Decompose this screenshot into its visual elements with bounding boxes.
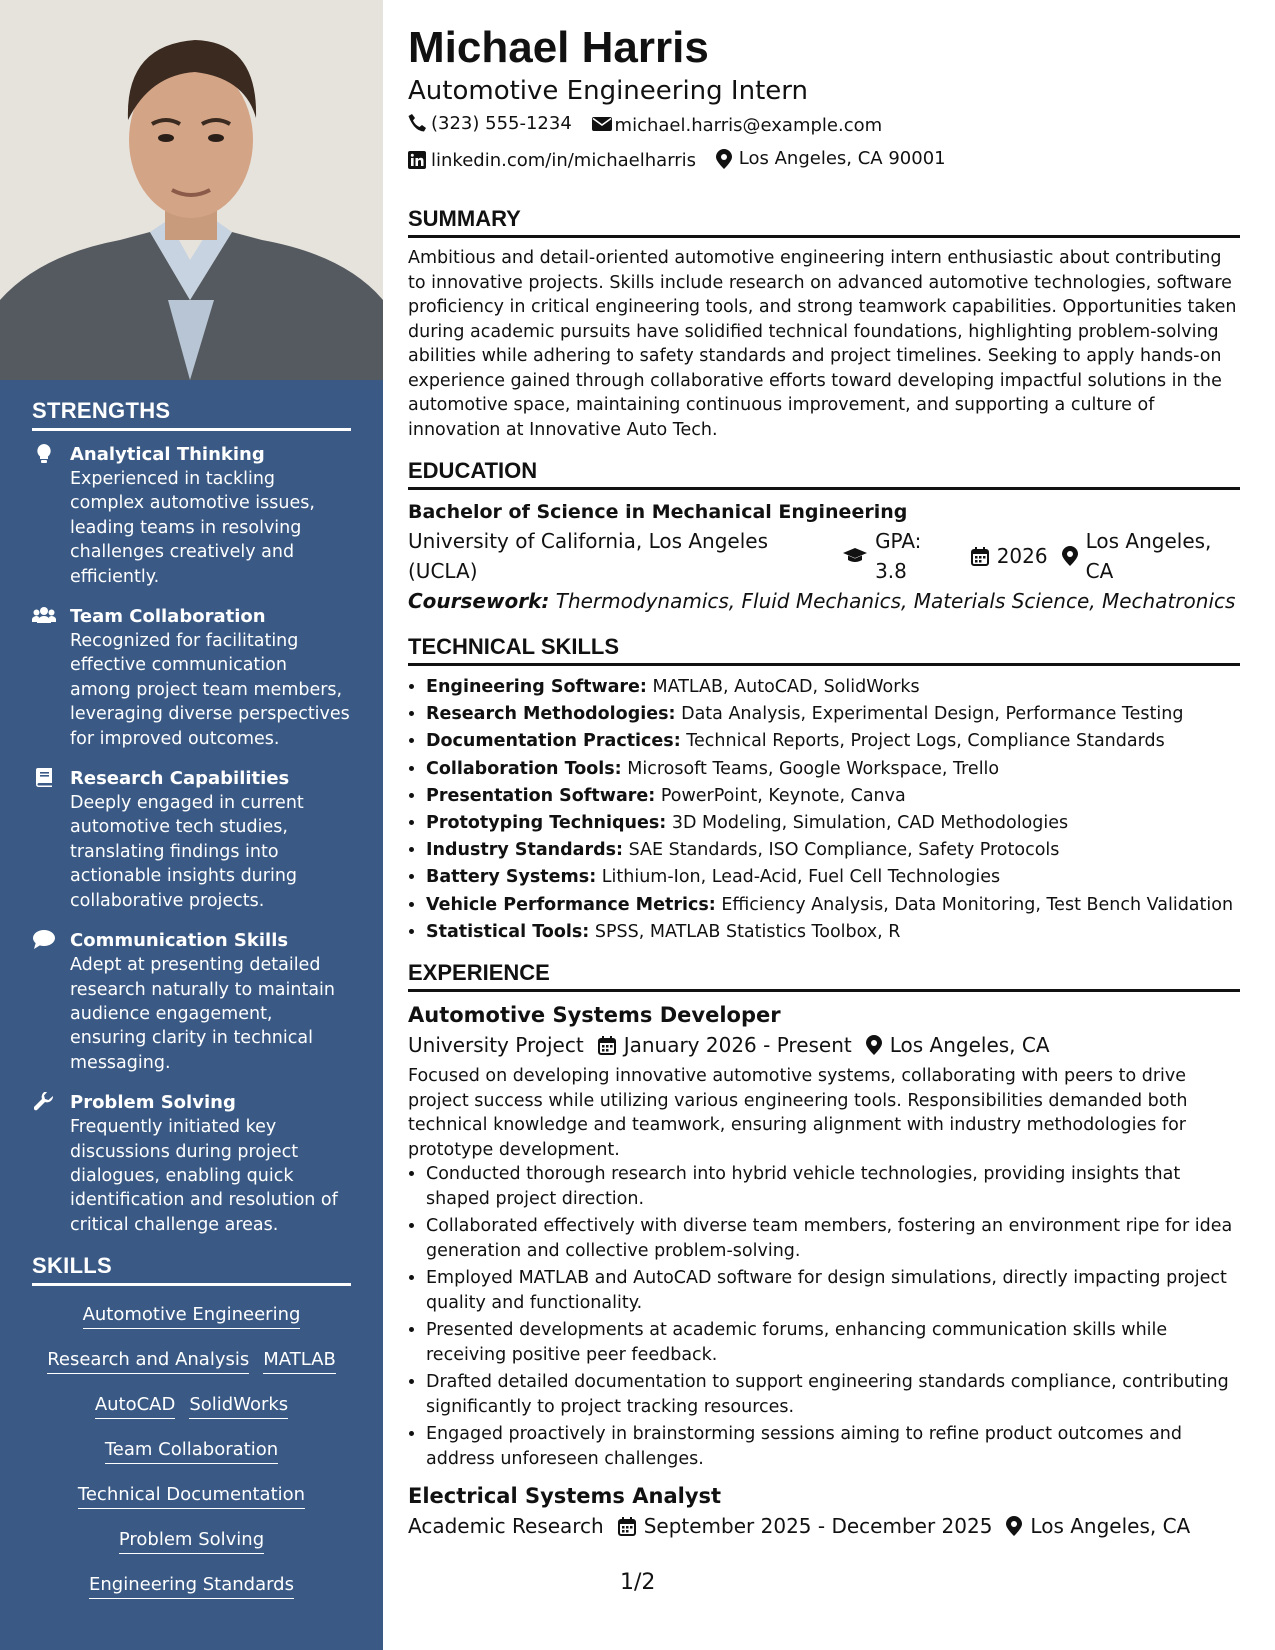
list-item: • Employed MATLAB and AutoCAD software for design simulations, directly impacting project quality and functionality. <box>426 1266 1240 1315</box>
candidate-role: Automotive Engineering Intern <box>408 76 808 106</box>
strength-item <box>32 443 351 589</box>
calendar-icon <box>971 547 989 566</box>
list-item: • Engineering Software: MATLAB, AutoCAD, SolidWorks <box>426 674 1240 701</box>
candidate-name: Michael Harris <box>408 23 709 72</box>
strength-title: Communication Skills <box>70 930 289 952</box>
book-icon <box>32 768 56 790</box>
strength-item <box>32 767 351 913</box>
education-heading: EDUCATION <box>408 458 1240 490</box>
list-item: • Drafted detailed documentation to support engineering standards compliance, contributing significantly to project tracking resources. <box>426 1370 1240 1419</box>
summary-heading: SUMMARY <box>408 206 1240 238</box>
summary-text: Ambitious and detail-oriented automotive engineering intern enthusiastic about contributing to innovative projects. Skills include research on advanced automotive technologies, software proficiency in critical engineering tools, and strong teamwork capabilities. Opportunities taken during academic pursuits have solidified technical foundations, highlighting problem-solving abilities while adhering to safety standards and project timelines. Seeking to apply hands-on experience gained through collaborative efforts toward developing impactful solutions in the automotive space, maintaining continuous improvement, and supporting a culture of innovation at Innovative Auto Tech. <box>408 248 1237 440</box>
list-item: • Engaged proactively in brainstorming sessions aiming to refine product outcomes and address unforeseen challenges. <box>426 1422 1240 1471</box>
location-text: Los Angeles, CA 90001 <box>738 148 946 169</box>
strength-description: Frequently initiated key discussions during project dialogues, enabling quick identification and resolution of critical challenge areas. <box>70 1117 338 1235</box>
phone-icon <box>408 114 428 134</box>
list-item: • Prototyping Techniques: 3D Modeling, Simulation, CAD Methodologies <box>426 810 1240 837</box>
coursework-list: Thermodynamics, Fluid Mechanics, Materials Science, Mechatronics <box>555 589 1236 613</box>
contact-row <box>408 143 1240 180</box>
main-content <box>408 22 1240 1541</box>
strength-item <box>32 929 351 1075</box>
job-meta <box>408 1511 1240 1541</box>
skill-tag: AutoCAD <box>95 1392 176 1419</box>
phone-number[interactable]: (323) 555-1234 <box>431 113 572 134</box>
list-item: • Industry Standards: SAE Standards, ISO Compliance, Safety Protocols <box>426 837 1240 864</box>
job-meta <box>408 1030 1240 1060</box>
job-title: Electrical Systems Analyst <box>408 1484 722 1509</box>
map-pin-icon <box>716 149 736 169</box>
linkedin-icon <box>408 151 428 171</box>
strength-description: Recognized for facilitating effective communication among project team members, leveraging diverse perspectives for improved outcomes. <box>70 631 350 749</box>
job-org: University Project <box>408 1033 584 1058</box>
skill-tag: Problem Solving <box>119 1527 264 1554</box>
coursework-label: Coursework: <box>408 589 550 613</box>
list-item: • Battery Systems: Lithium-Ion, Lead-Acid, Fuel Cell Technologies <box>426 864 1240 891</box>
skill-tag: Engineering Standards <box>89 1572 294 1599</box>
map-pin-icon <box>1062 546 1078 566</box>
list-item: • Collaborated effectively with diverse team members, fostering an environment ripe for idea generation and collective problem-solving. <box>426 1214 1240 1263</box>
list-item: • Vehicle Performance Metrics: Efficiency Analysis, Data Monitoring, Test Bench Validation <box>426 892 1240 919</box>
skill-tag: MATLAB <box>263 1347 336 1374</box>
education-meta <box>408 526 1240 586</box>
list-item: • Conducted thorough research into hybrid vehicle technologies, providing insights that shaped project direction. <box>426 1162 1240 1211</box>
strength-item <box>32 1091 351 1237</box>
job-title: Automotive Systems Developer <box>408 1003 781 1028</box>
list-item: • Statistical Tools: SPSS, MATLAB Statistics Toolbox, R <box>426 919 1240 946</box>
coursework <box>408 586 1240 616</box>
lightbulb-icon <box>32 444 56 466</box>
graduation-year: 2026 <box>996 544 1048 568</box>
skills-section <box>32 1253 351 1600</box>
sidebar <box>0 0 383 1650</box>
skill-tag: Team Collaboration <box>105 1437 278 1464</box>
skill-tag: Research and Analysis <box>47 1347 249 1374</box>
strength-description: Adept at presenting detailed research naturally to maintain audience engagement, ensuring clarity in technical messaging. <box>70 955 335 1073</box>
experience-heading: EXPERIENCE <box>408 960 1240 992</box>
skill-tag: Automotive Engineering <box>83 1302 301 1329</box>
contact-row <box>408 108 1240 143</box>
degree-title: Bachelor of Science in Mechanical Engineering <box>408 501 908 523</box>
school-name: University of California, Los Angeles (UCLA) <box>408 529 769 583</box>
map-pin-icon <box>866 1035 882 1055</box>
list-item: • Documentation Practices: Technical Reports, Project Logs, Compliance Standards <box>426 728 1240 755</box>
page-number: 1/2 <box>620 1570 656 1595</box>
strength-title: Team Collaboration <box>70 606 266 628</box>
profile-photo <box>0 0 383 380</box>
strength-description: Deeply engaged in current automotive tech studies, translating findings into actionable insights during collaborative projects. <box>70 793 304 911</box>
strengths-heading: STRENGTHS <box>32 398 351 431</box>
technical-skills-heading: TECHNICAL SKILLS <box>408 634 1240 666</box>
job-location: Los Angeles, CA <box>1030 1514 1191 1539</box>
list-item: • Collaboration Tools: Microsoft Teams, Google Workspace, Trello <box>426 756 1240 783</box>
linkedin-link[interactable]: linkedin.com/in/michaelharris <box>431 150 697 171</box>
map-pin-icon <box>1006 1516 1022 1536</box>
list-item: • Presented developments at academic forums, enhancing communication skills while receiving positive peer feedback. <box>426 1318 1240 1367</box>
users-icon <box>32 606 56 628</box>
job-org: Academic Research <box>408 1514 604 1539</box>
job-location: Los Angeles, CA <box>889 1033 1050 1058</box>
speech-bubble-icon <box>32 930 56 952</box>
skills-heading: SKILLS <box>32 1253 351 1286</box>
strength-title: Research Capabilities <box>70 768 290 790</box>
list-item: • Presentation Software: PowerPoint, Keynote, Canva <box>426 783 1240 810</box>
graduation-cap-icon <box>843 548 867 564</box>
gpa: GPA: 3.8 <box>875 529 922 583</box>
calendar-icon <box>618 1517 636 1536</box>
list-item: • Research Methodologies: Data Analysis, Experimental Design, Performance Testing <box>426 701 1240 728</box>
strength-title: Analytical Thinking <box>70 444 265 465</box>
technical-skills-list <box>408 674 1240 946</box>
strength-description: Experienced in tackling complex automotive issues, leading teams in resolving challenges creatively and efficiently. <box>70 469 315 587</box>
email-link[interactable]: michael.harris@example.com <box>614 115 883 136</box>
strength-item <box>32 605 351 751</box>
skill-tag: Technical Documentation <box>78 1482 305 1509</box>
school-location: Los Angeles, CA <box>1085 529 1212 583</box>
calendar-icon <box>598 1036 616 1055</box>
strength-title: Problem Solving <box>70 1092 236 1114</box>
job-summary: Focused on developing innovative automotive systems, collaborating with peers to drive project success while utilizing various engineering tools. Responsibilities demanded both technical knowledge and teamwork, ensuring alignment with industry methodologies for prototype development. <box>408 1066 1188 1160</box>
wrench-icon <box>32 1092 56 1114</box>
job-dates: September 2025 - December 2025 <box>643 1514 993 1539</box>
skill-tag: SolidWorks <box>189 1392 288 1419</box>
job-bullets <box>408 1162 1240 1471</box>
job-dates: January 2026 - Present <box>623 1033 852 1058</box>
envelope-icon <box>592 116 612 136</box>
